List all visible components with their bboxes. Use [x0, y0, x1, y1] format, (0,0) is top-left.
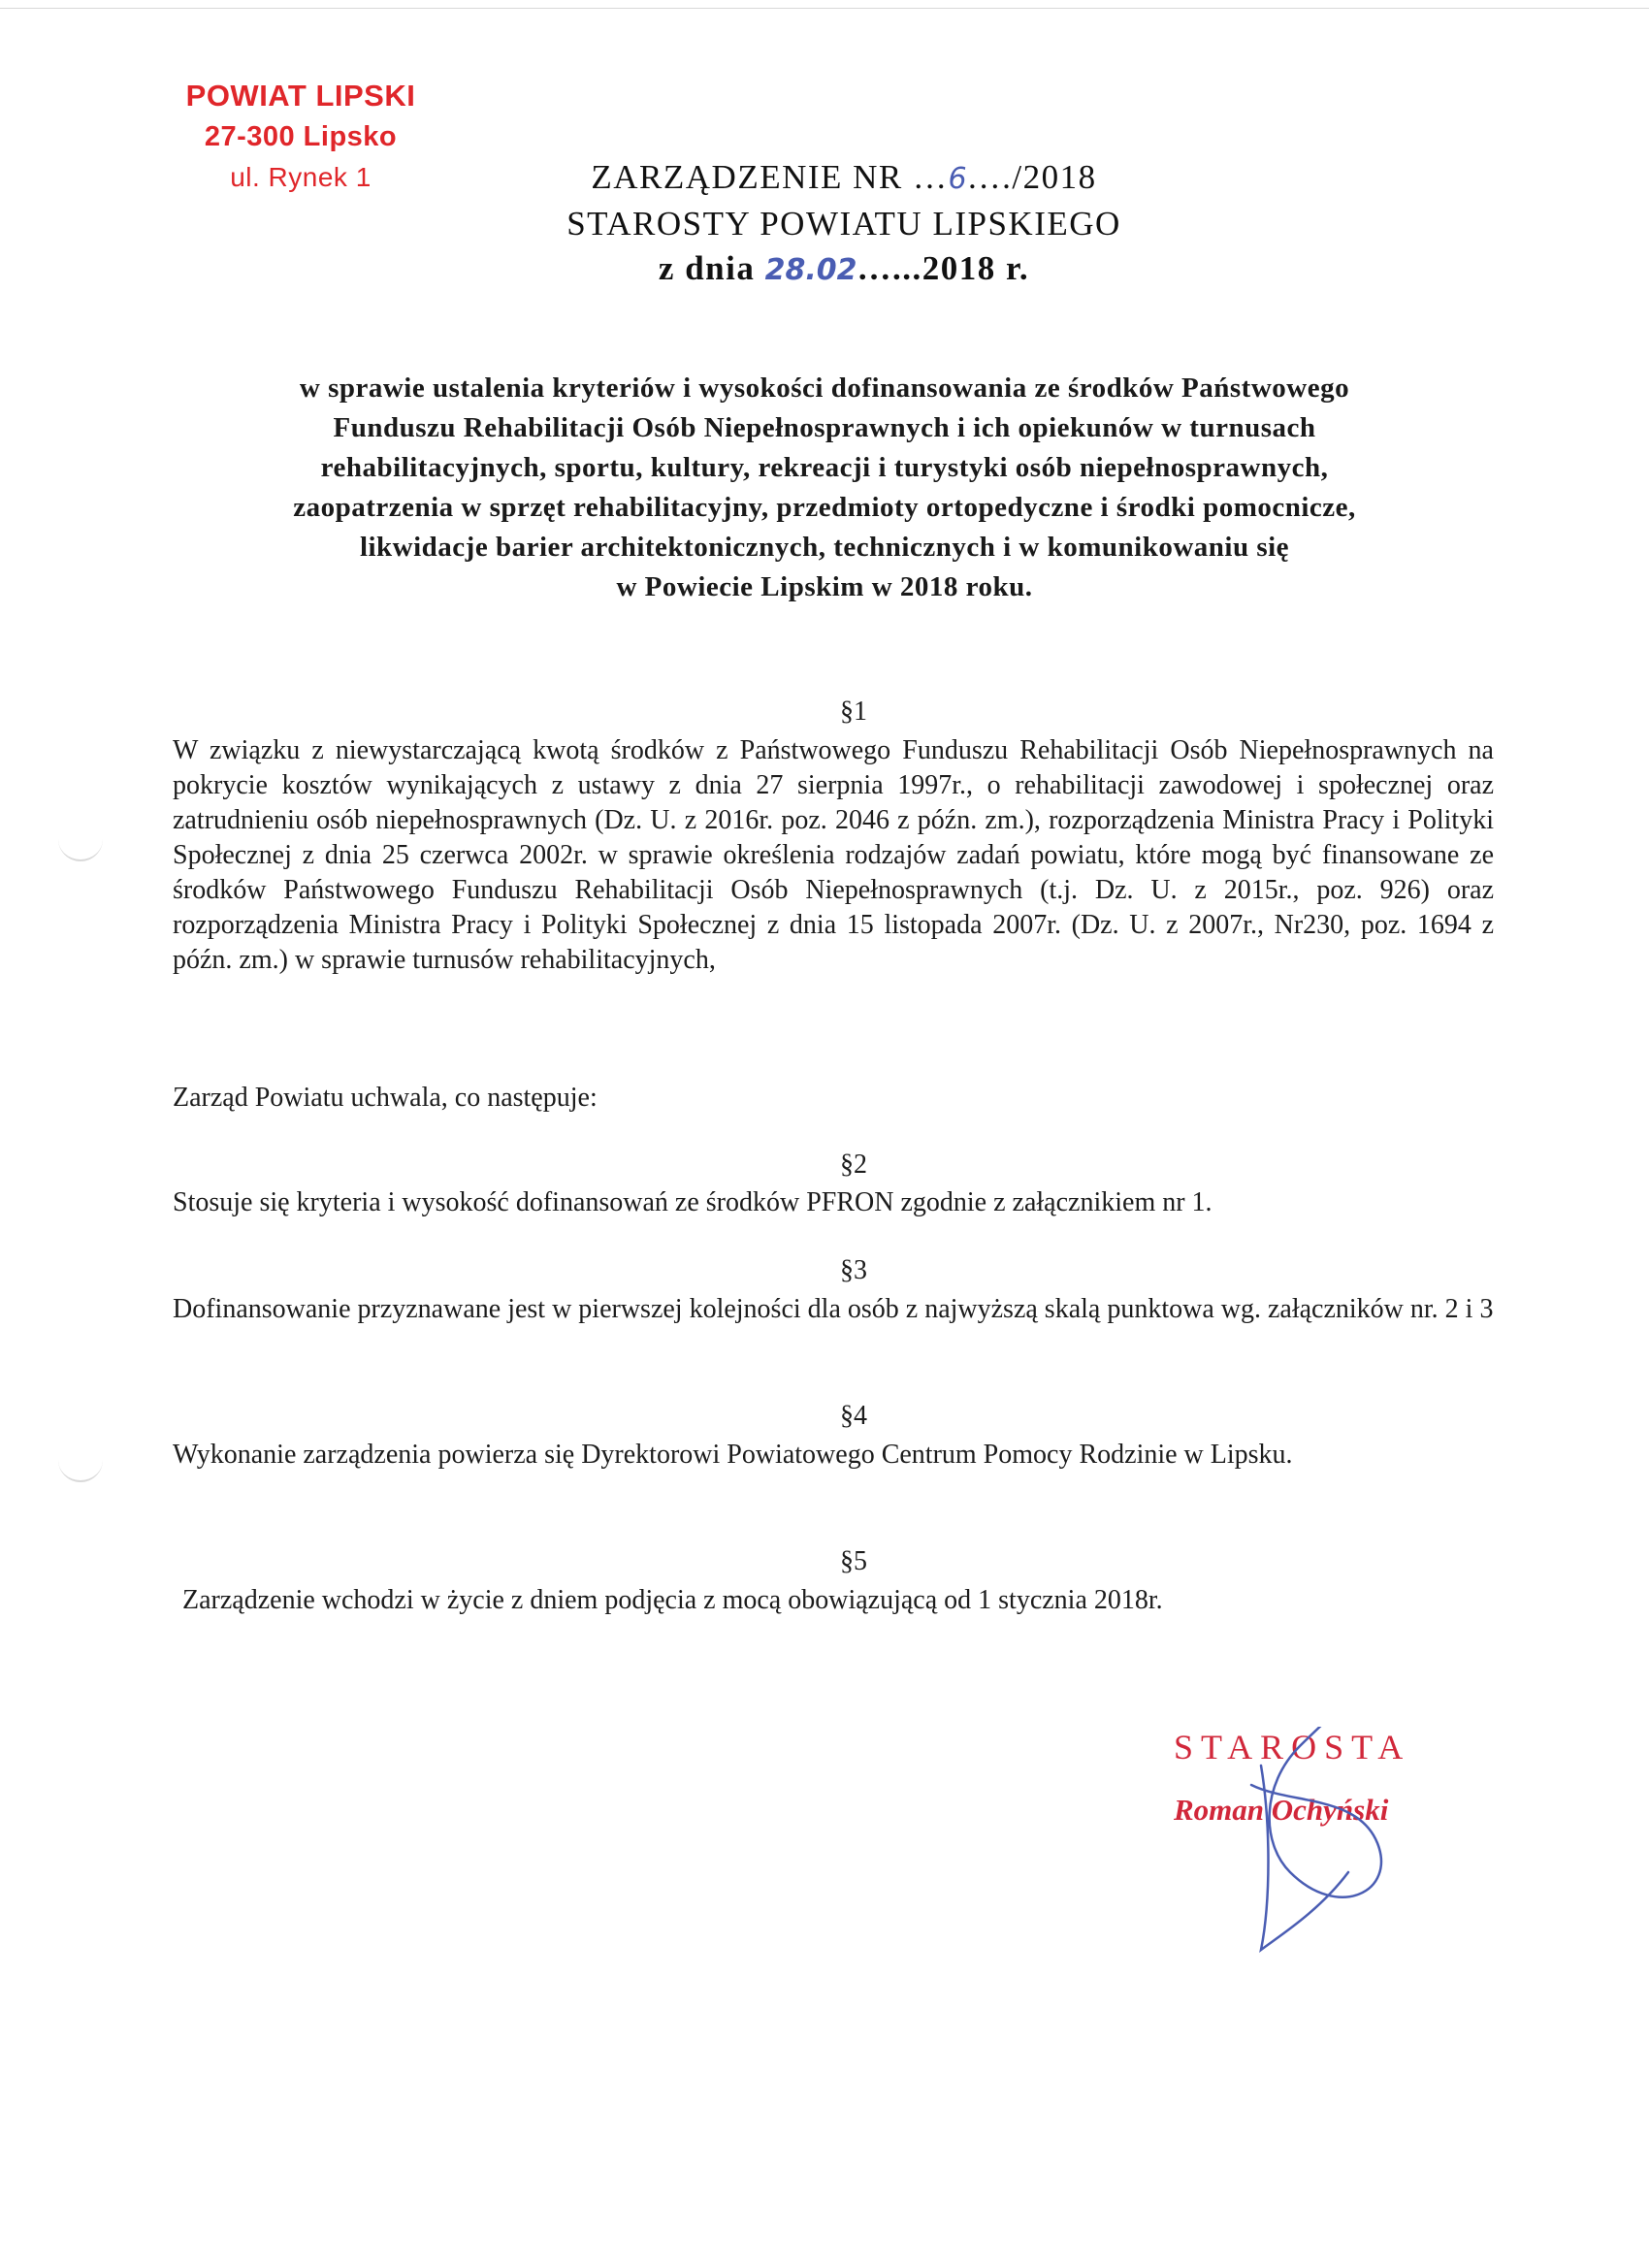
subject-block — [175, 369, 1474, 607]
handwritten-signature — [1145, 1727, 1494, 1960]
section-4-text: Wykonanie zarządzenia powierza się Dyrektorowi Powiatowego Centrum Pomocy Rodzinie w Lipsku. — [173, 1440, 1293, 1470]
page-top-edge — [0, 8, 1649, 9]
signature-name: Roman Ochyński — [1174, 1793, 1389, 1827]
title-line-1 — [388, 155, 1300, 202]
date-suffix: …...2018 r. — [857, 249, 1030, 287]
punch-hole-mark — [58, 834, 103, 861]
title-prefix: ZARZĄDZENIE NR … — [591, 158, 949, 196]
subject-line: zaopatrzenia w sprzęt rehabilitacyjny, przedmioty ortopedyczne i środki pomocnicze, — [293, 492, 1356, 523]
section-3-text: Dofinansowanie przyznawane jest w pierwszej kolejności dla osób z najwyższą skalą punktowa wg. załączników nr. 2 i 3 — [173, 1294, 1494, 1324]
section-5-number: §5 — [840, 1546, 867, 1576]
section-3-number: §3 — [840, 1255, 867, 1285]
subject-line: w Powiecie Lipskim w 2018 roku. — [616, 571, 1033, 602]
punch-hole-mark — [58, 1455, 103, 1482]
section-1-text: W związku z niewystarczającą kwotą środków z Państwowego Funduszu Rehabilitacji Osób Niepełnosprawnych na pokrycie kosztów wynikających z ustawy z dnia 27 sierpnia 1997r., o rehabilitacji zawodowej i społecznej oraz zatrudnieniu osób niepełnosprawnych (Dz. U. z 2016r. poz. 2046 z późn. zm.), rozporządzenia Ministra Pracy i Polityki Społecznej z dnia 25 czerwca 2002r. w sprawie określenia rodzajów zadań powiatu, które mogą być finansowane ze środków Państwowego Funduszu Rehabilitacji Osób Niepełnosprawnych (t.j. Dz. U. z 2015r., poz. 926) oraz rozporządzenia Ministra Pracy i Polityki Społecznej z dnia 15 listopada 2007r. (Dz. U. z 2007r., Nr230, poz. 1694 z późn. zm.) w sprawie turnusów rehabilitacyjnych, — [173, 735, 1494, 975]
stamp-line-1: POWIAT LIPSKI — [185, 79, 416, 113]
section-1-number: §1 — [840, 697, 867, 727]
resolution-line: Zarząd Powiatu uchwala, co następuje: — [173, 1083, 598, 1113]
title-line-2: STAROSTY POWIATU LIPSKIEGO — [566, 205, 1121, 243]
signature-title: STAROSTA — [1174, 1728, 1411, 1766]
subject-line: w sprawie ustalenia kryteriów i wysokości dofinansowania ze środków Państwowego — [299, 373, 1350, 404]
title-date-line — [388, 246, 1300, 293]
date-prefix: z dnia — [658, 249, 756, 287]
section-5-text: Zarządzenie wchodzi w życie z dniem podjęcia z mocą obowiązującą od 1 stycznia 2018r. — [182, 1585, 1163, 1615]
document-title — [388, 155, 1300, 293]
section-2-number: §2 — [840, 1150, 867, 1180]
handwritten-number: 6 — [948, 162, 967, 196]
title-suffix: …./2018 — [966, 158, 1097, 196]
section-4-number: §4 — [840, 1401, 867, 1431]
subject-line: Funduszu Rehabilitacji Osób Niepełnosprawnych i ich opiekunów w turnusach — [333, 412, 1316, 443]
stamp-line-3: ul. Rynek 1 — [230, 162, 372, 192]
section-2-text: Stosuje się kryteria i wysokość dofinansowań ze środków PFRON zgodnie z załącznikiem nr 1. — [173, 1187, 1212, 1217]
handwritten-date: 28.02 — [764, 253, 857, 287]
subject-line: rehabilitacyjnych, sportu, kultury, rekreacji i turystyki osób niepełnosprawnych, — [320, 452, 1329, 483]
subject-line: likwidacje barier architektonicznych, technicznych i w komunikowaniu się — [359, 532, 1290, 563]
stamp-line-2: 27-300 Lipsko — [204, 121, 398, 152]
